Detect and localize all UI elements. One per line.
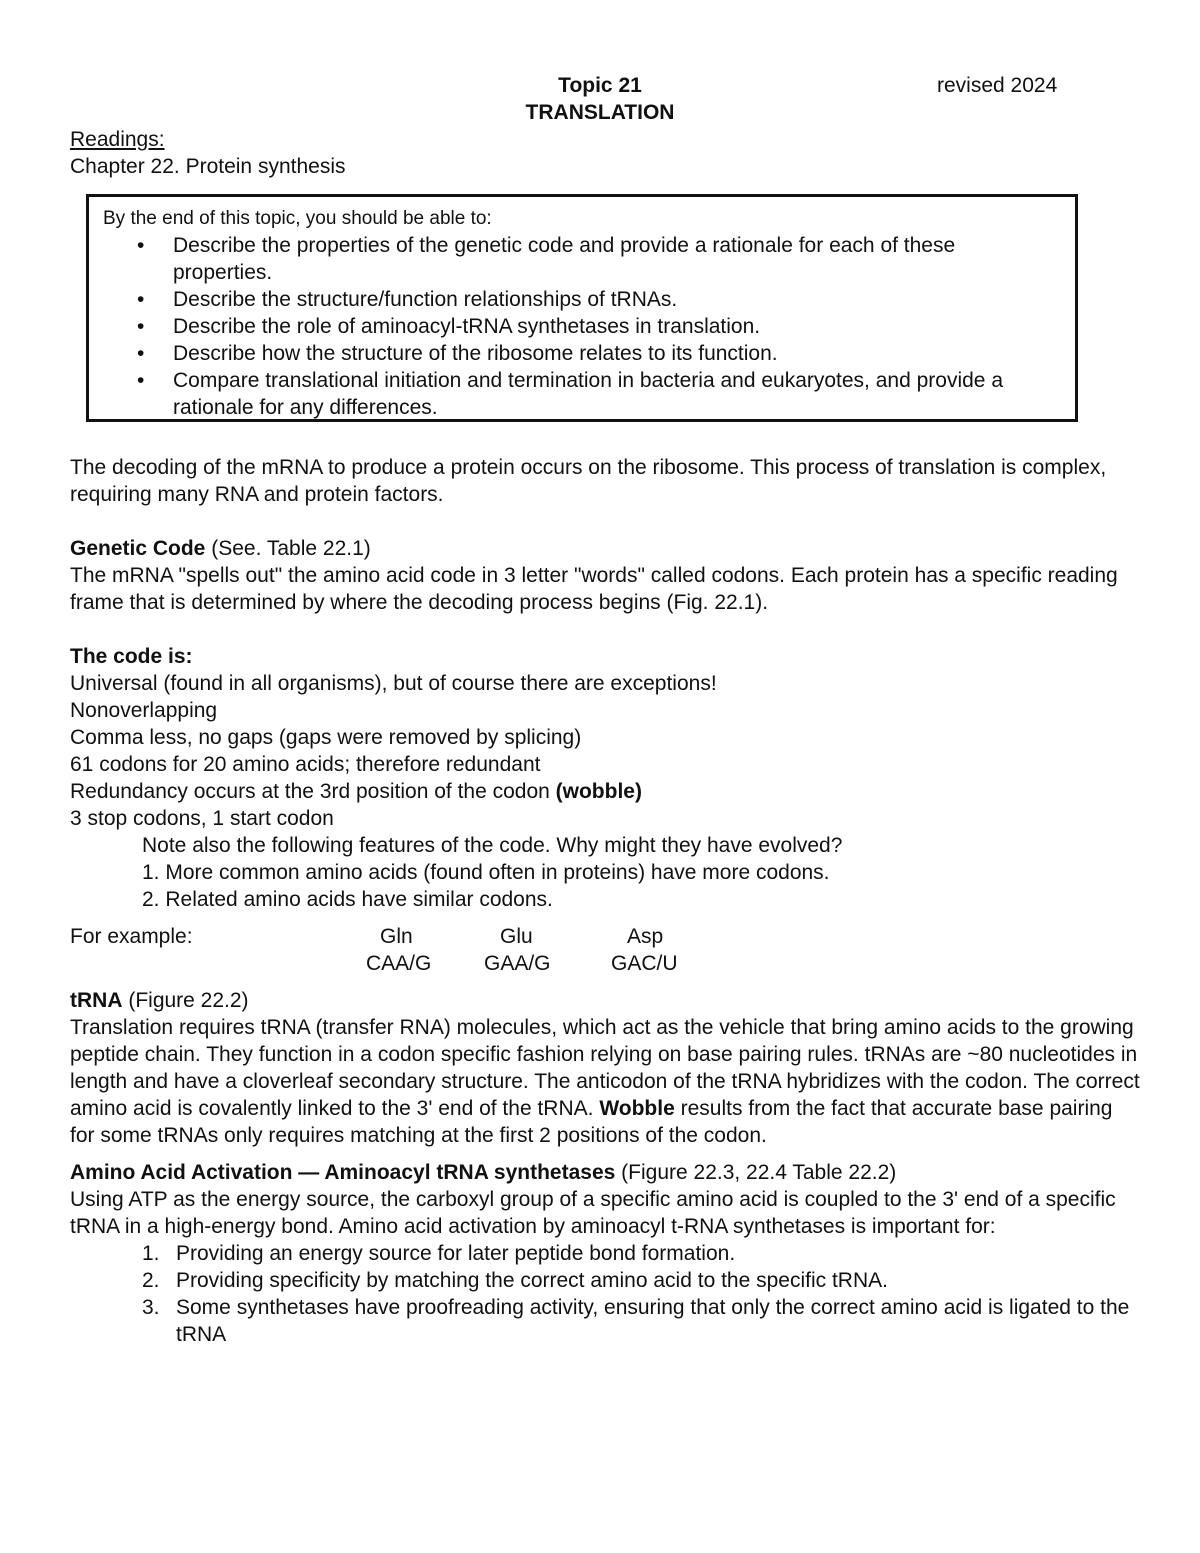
objective-item: • Compare translational initiation and termination in bacteria and eukaryotes, and provide a rationale for any differences.: [137, 369, 1003, 419]
code-property: Comma less, no gaps (gaps were removed by splicing): [70, 726, 582, 749]
objectives-intro: By the end of this topic, you should be able to:: [103, 208, 492, 229]
code-property: 3 stop codons, 1 start codon: [70, 807, 334, 830]
objective-item: • Describe how the structure of the ribosome relates to its function.: [137, 342, 778, 365]
revision-note: revised 2024: [937, 74, 1058, 97]
bullet-icon: •: [137, 342, 145, 365]
amino-acid-gln: Gln: [380, 925, 413, 948]
activation-item: 3. Some synthetases have proofreading activity, ensuring that only the correct amino acid is ligated to the tRNA: [142, 1296, 1130, 1346]
code-property: Redundancy occurs at the 3rd position of the codon (wobble): [70, 780, 642, 803]
learning-objectives-box: [86, 194, 1078, 422]
bullet-icon: •: [137, 234, 145, 257]
trna-heading: tRNA (Figure 22.2): [70, 989, 249, 1012]
amino-acid-glu: Glu: [500, 925, 533, 948]
code-feature: 1. More common amino acids (found often in proteins) have more codons.: [142, 861, 830, 884]
code-feature: 2. Related amino acids have similar codons.: [142, 888, 553, 911]
trna-body: Translation requires tRNA (transfer RNA) molecules, which act as the vehicle that bring amino acids to the growing peptide chain. They function in a codon specific fashion relying on base pairing rules. tRNAs are ~80 nucleotides in length and have a cloverleaf secondary structure. The anticodon of the tRNA hybridizes with the codon. The correct amino acid is covalently linked to the 3' end of the tRNA. Wobble results from the fact that accurate base pairing for some tRNAs only requires matching at the first 2 positions of the codon.: [70, 1016, 1140, 1147]
genetic-code-body: The mRNA "spells out" the amino acid code in 3 letter "words" called codons. Each protein has a specific reading frame that is determined by where the decoding process begins (Fig. 22.1).: [70, 564, 1118, 614]
genetic-code-heading: Genetic Code (See. Table 22.1): [70, 537, 371, 560]
objective-item: • Describe the properties of the genetic code and provide a rationale for each of these properties.: [137, 234, 956, 284]
amino-acid-asp: Asp: [627, 925, 664, 948]
code-note: Note also the following features of the code. Why might they have evolved?: [142, 834, 843, 857]
code-is-heading: The code is:: [70, 645, 193, 668]
example-codons-row: [70, 950, 1140, 977]
bullet-icon: •: [137, 288, 145, 311]
main-content: [70, 454, 1140, 1348]
codon-glu: GAA/G: [484, 952, 551, 975]
objective-item: • Describe the structure/function relationships of tRNAs.: [137, 288, 678, 311]
readings-chapter: Chapter 22. Protein synthesis: [70, 155, 346, 178]
code-property: Nonoverlapping: [70, 699, 218, 722]
bullet-icon: •: [137, 369, 145, 392]
activation-list: [70, 1240, 1140, 1348]
objective-item: • Describe the role of aminoacyl-tRNA synthetases in translation.: [137, 315, 761, 338]
code-property: Universal (found in all organisms), but of course there are exceptions!: [70, 672, 717, 695]
objectives-list: [89, 232, 1069, 421]
readings-label: Readings:: [70, 128, 165, 151]
example-amino-acids-row: [70, 923, 1140, 950]
intro-paragraph: The decoding of the mRNA to produce a protein occurs on the ribosome. This process of translation is complex, requiring many RNA and protein factors.: [70, 456, 1107, 506]
codon-gln: CAA/G: [366, 952, 432, 975]
activation-body: Using ATP as the energy source, the carboxyl group of a specific amino acid is coupled to the 3' end of a specific tRNA in a high-energy bond. Amino acid activation by aminoacyl t-RNA synthetases is important for:: [70, 1188, 1116, 1238]
readings-section: [70, 126, 345, 180]
topic-number: Topic 21: [558, 74, 642, 97]
page-title: TRANSLATION: [525, 101, 675, 124]
codon-asp: GAC/U: [611, 952, 678, 975]
example-label: For example:: [70, 925, 193, 948]
activation-item: 1. Providing an energy source for later peptide bond formation.: [142, 1242, 736, 1265]
activation-heading: Amino Acid Activation — Aminoacyl tRNA synthetases (Figure 22.3, 22.4 Table 22.2): [70, 1161, 897, 1184]
bullet-icon: •: [137, 315, 145, 338]
code-property: 61 codons for 20 amino acids; therefore redundant: [70, 753, 541, 776]
activation-item: 2. Providing specificity by matching the correct amino acid to the specific tRNA.: [142, 1269, 888, 1292]
